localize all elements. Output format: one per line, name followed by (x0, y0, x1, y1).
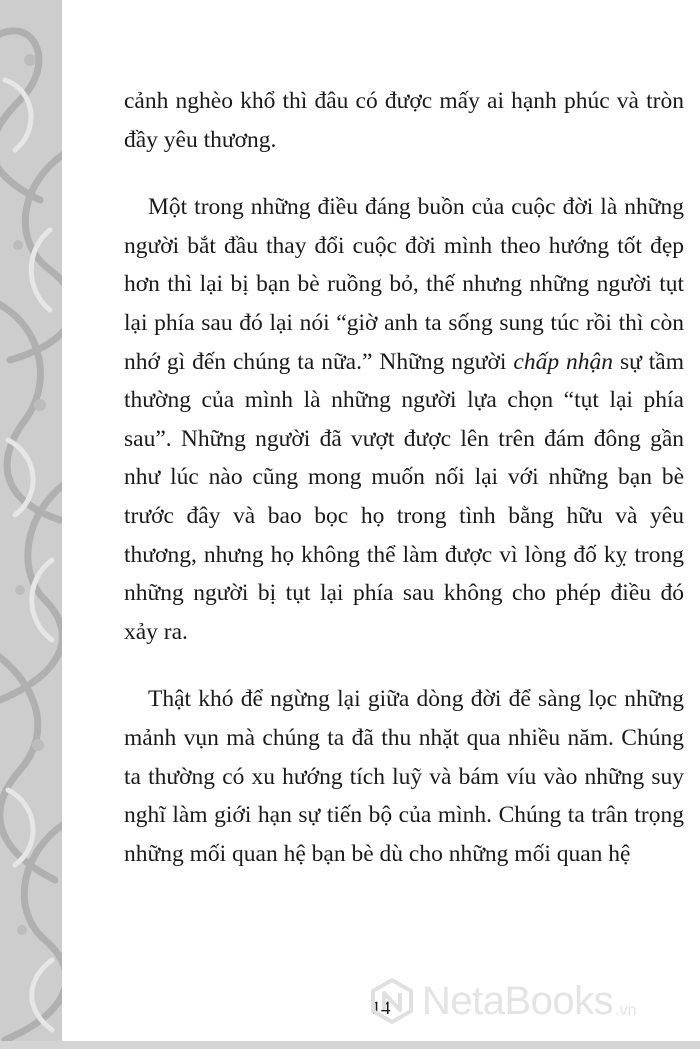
bottom-edge (0, 1041, 700, 1049)
watermark (368, 976, 698, 1026)
paragraph-1: cảnh nghèo khổ thì đâu có được mấy ai hạnh phúc và tròn đầy yêu thương. (124, 88, 684, 153)
hexagon-n-logo-icon (368, 977, 416, 1025)
page-number: 14 (371, 998, 391, 1019)
paragraph-2-part-b: sự tầm thường của mình là những người lựa chọn “tụt lại phía sau”. Những người đã vượt được lên trên đám đông gần như lúc nào cũng mong muốn nối lại với những bạn bè trước đây và bao bọc họ trong tình bằng hữu và yêu thương, nhưng họ không thể làm được vì lòng đố kỵ trong những người bị tụt lại phía sau không cho phép điều đó xảy ra. (124, 348, 685, 645)
floral-pattern-graphic (0, 0, 62, 1049)
paragraph-2 (124, 188, 684, 651)
watermark-suffix: .vn (615, 1002, 637, 1019)
decorative-margin-pattern (0, 0, 62, 1049)
emphasis-text: chấp nhận (513, 348, 614, 375)
body-text (124, 82, 684, 902)
paragraph-2-part-a: Một trong những điều đáng buồn của cuộc đời là những người bắt đầu thay đổi cuộc đời mình theo hướng tốt đẹp hơn thì lại bị bạn bè ruồng bỏ, thế nhưng những người tụt lại phía sau đó lại nói “giờ anh ta sống sung túc rồi thì còn nhớ gì đến chúng ta nữa.” Những người (124, 194, 684, 375)
book-page (62, 0, 700, 1049)
paragraph-3: Thật khó để ngừng lại giữa dòng đời để sàng lọc những mảnh vụn mà chúng ta đã thu nhặt qua nhiều năm. Chúng ta thường có xu hướng tích luỹ và bám víu vào những suy nghĩ làm giới hạn sự tiến bộ của mình. Chúng ta trân trọng những mối quan hệ bạn bè dù cho những mối quan hệ (124, 686, 684, 867)
watermark-brand: NetaBooks (422, 979, 614, 1023)
